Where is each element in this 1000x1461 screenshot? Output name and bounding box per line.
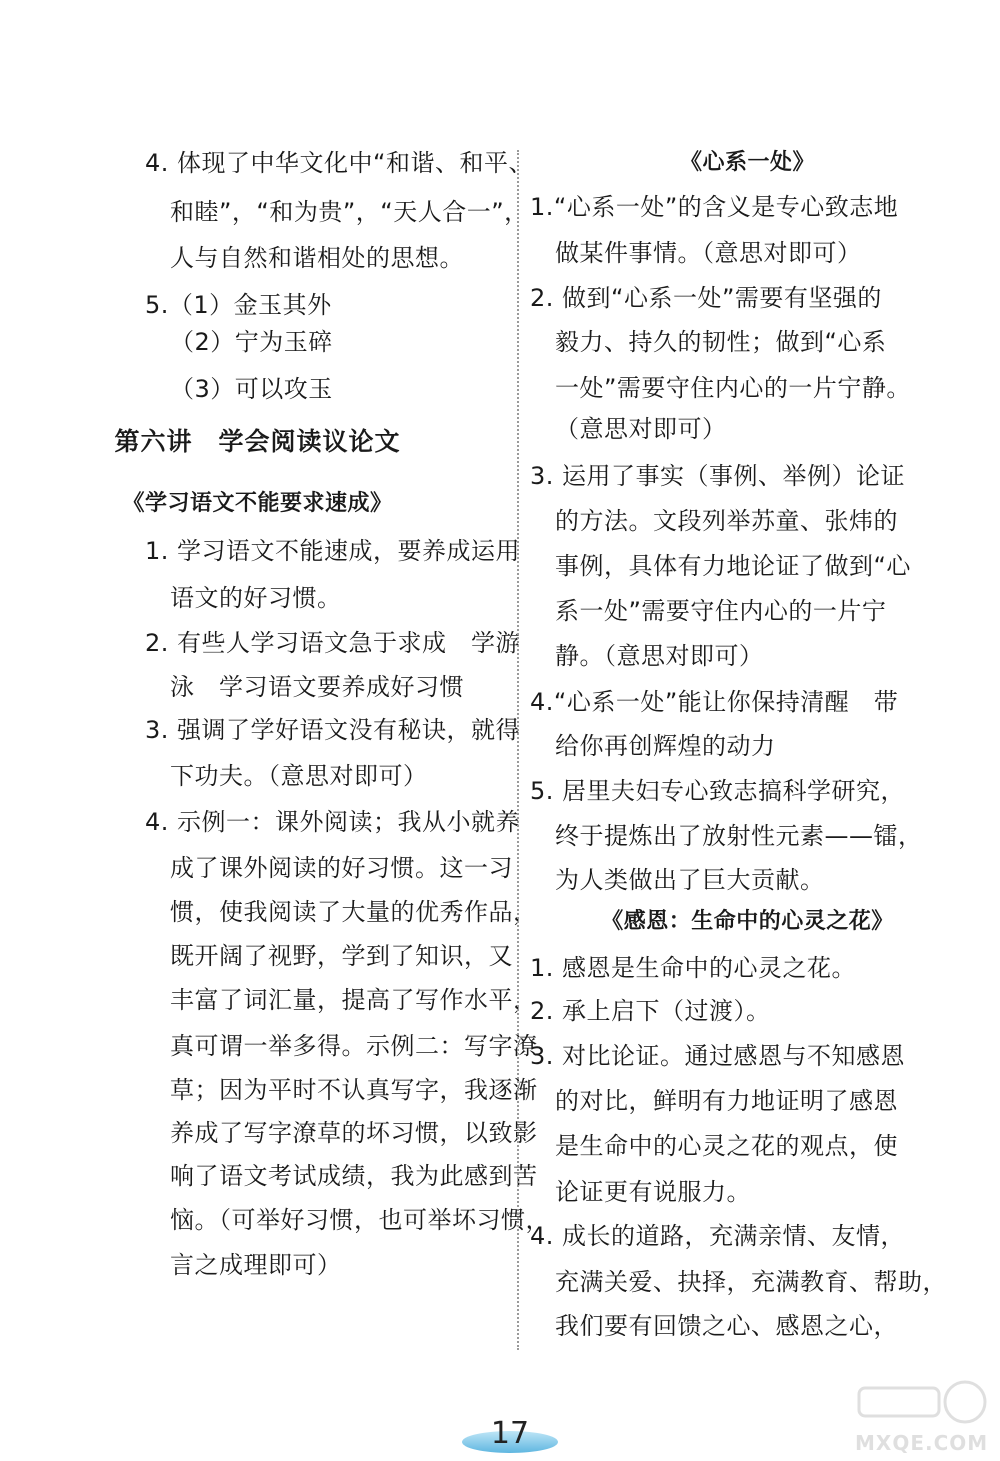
article-title: 《心系一处》 — [679, 150, 815, 175]
article-title: 《学习语文不能要求速成》 — [122, 491, 393, 516]
watermark — [855, 1378, 995, 1458]
right-text-line: 毅力、持久的韧性；做到“心系 — [555, 328, 887, 356]
right-text-line: 1. 感恩是生命中的心灵之花。 — [530, 954, 857, 982]
left-text-line: 下功夫。（意思对即可） — [170, 762, 428, 790]
left-text-line: 惯，使我阅读了大量的优秀作品， — [170, 898, 538, 926]
left-text-line: 2. 有些人学习语文急于求成 学游 — [145, 629, 521, 657]
left-text-line: 养成了写字潦草的坏习惯，以致影 — [170, 1119, 538, 1147]
left-text-line: 泳 学习语文要养成好习惯 — [170, 673, 464, 701]
left-text-line: 丰富了词汇量，提高了写作水平， — [170, 986, 538, 1014]
right-text-line: 4.“心系一处”能让你保持清醒 带 — [530, 688, 899, 716]
page-number-badge — [460, 1416, 560, 1454]
left-text-line: 5.（1）金玉其外 — [145, 291, 332, 319]
right-text-line: 一处”需要守住内心的一片宁静。 — [555, 374, 911, 402]
right-text-line: 3. 对比论证。通过感恩与不知感恩 — [530, 1042, 906, 1070]
right-text-line: 终于提炼出了放射性元素——镭， — [555, 822, 923, 850]
right-text-line: 是生命中的心灵之花的观点，使 — [555, 1132, 898, 1160]
right-text-line: 静。（意思对即可） — [555, 642, 764, 670]
column-divider — [517, 150, 519, 1350]
watermark-text: MXQE.COM — [855, 1431, 989, 1455]
left-text-line: 既开阔了视野，学到了知识，又 — [170, 942, 513, 970]
page-number: 17 — [490, 1416, 530, 1451]
section-heading: 第六讲 学会阅读议论文 — [114, 427, 401, 456]
left-text-line: 言之成理即可） — [170, 1251, 342, 1279]
right-text-line: （意思对即可） — [555, 415, 727, 443]
right-text-line: 2. 承上启下（过渡）。 — [530, 997, 771, 1025]
right-text-line: 1.“心系一处”的含义是专心致志地 — [530, 193, 899, 221]
left-text-line: （2）宁为玉碎 — [170, 328, 333, 356]
left-text-line: 恼。（可举好习惯，也可举坏习惯， — [170, 1206, 550, 1234]
right-text-line: 2. 做到“心系一处”需要有坚强的 — [530, 284, 882, 312]
right-text-line: 论证更有说服力。 — [555, 1178, 751, 1206]
left-text-line: 人与自然和谐相处的思想。 — [170, 244, 464, 272]
article-title: 《感恩：生命中的心灵之花》 — [601, 909, 894, 934]
right-text-line: 3. 运用了事实（事例、举例）论证 — [530, 462, 906, 490]
left-text-line: 和睦”，“和为贵”，“天人合一”， — [170, 198, 529, 226]
left-text-line: 3. 强调了学好语文没有秘诀，就得 — [145, 716, 521, 744]
left-text-line: 4. 体现了中华文化中“和谐、和平、 — [145, 149, 533, 177]
left-text-line: 1. 学习语文不能速成，要养成运用 — [145, 537, 521, 565]
right-text-line: 5. 居里夫妇专心致志搞科学研究， — [530, 777, 906, 805]
left-text-line: 响了语文考试成绩，我为此感到苦 — [170, 1162, 538, 1190]
watermark-logo-icon — [855, 1378, 995, 1428]
right-text-line: 事例，具体有力地论证了做到“心 — [555, 552, 911, 580]
right-text-line: 的方法。文段列举苏童、张炜的 — [555, 507, 898, 535]
right-text-line: 充满关爱、抉择，充满教育、帮助， — [555, 1268, 947, 1296]
right-text-line: 4. 成长的道路，充满亲情、友情， — [530, 1222, 906, 1250]
left-text-line: 草；因为平时不认真写字，我逐渐 — [170, 1076, 538, 1104]
right-text-line: 为人类做出了巨大贡献。 — [555, 866, 825, 894]
left-text-line: 语文的好习惯。 — [170, 584, 342, 612]
left-text-line: （3）可以攻玉 — [170, 375, 333, 403]
right-text-line: 我们要有回馈之心、感恩之心， — [555, 1312, 898, 1340]
left-text-line: 4. 示例一：课外阅读；我从小就养 — [145, 808, 521, 836]
right-text-line: 给你再创辉煌的动力 — [555, 732, 776, 760]
right-text-line: 系一处”需要守住内心的一片宁 — [555, 597, 887, 625]
right-text-line: 的对比，鲜明有力地证明了感恩 — [555, 1087, 898, 1115]
left-text-line: 成了课外阅读的好习惯。这一习 — [170, 854, 513, 882]
right-text-line: 做某件事情。（意思对即可） — [555, 239, 862, 267]
left-text-line: 真可谓一举多得。示例二：写字潦 — [170, 1032, 538, 1060]
